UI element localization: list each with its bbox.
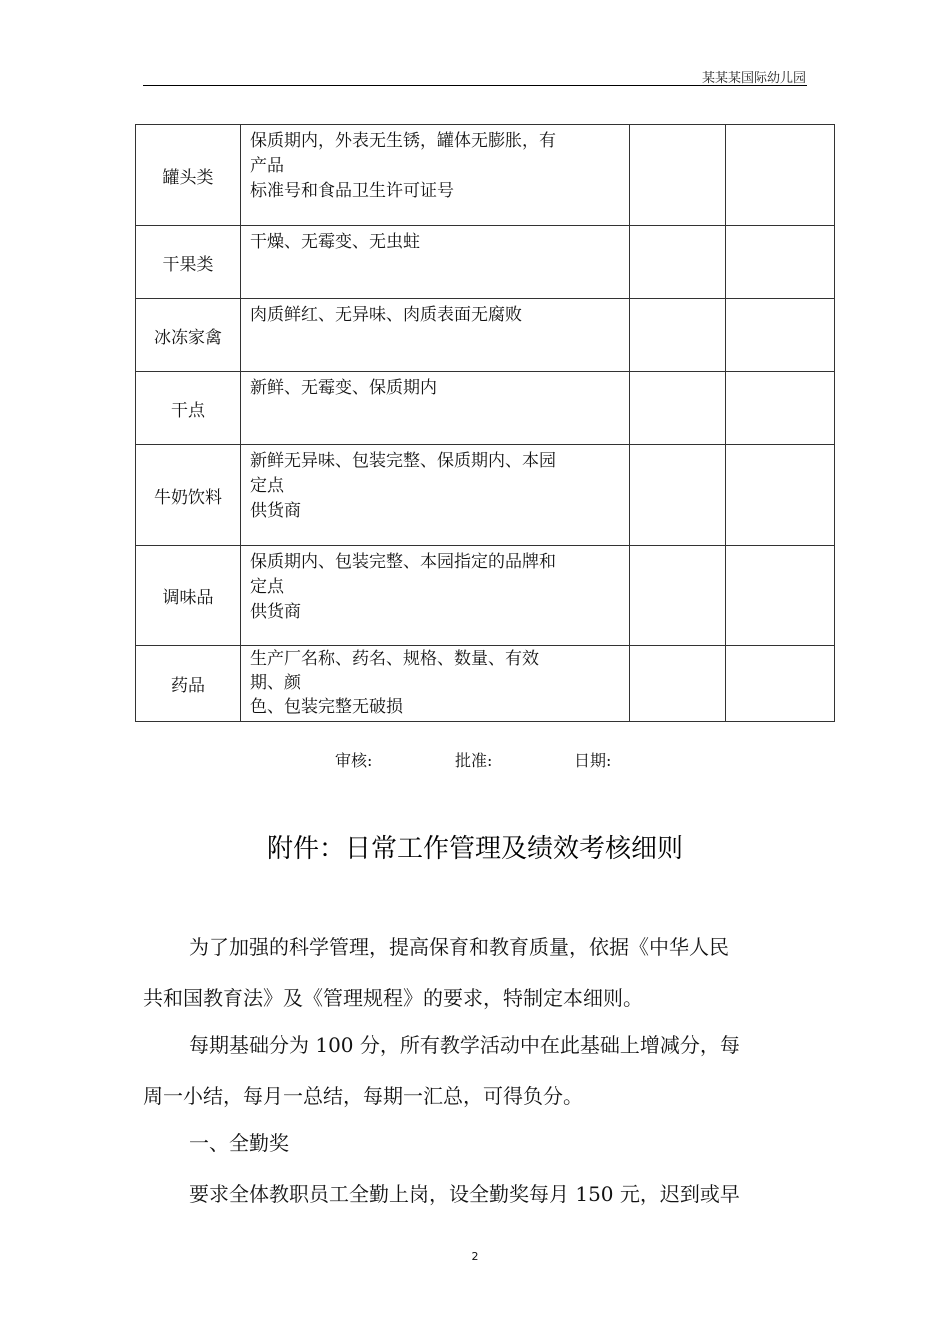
requirement-line: 色、包装完整无破损	[250, 697, 403, 717]
row-category: 干果类	[136, 226, 241, 299]
date-label: 日期:	[574, 751, 612, 770]
blank-cell	[630, 546, 726, 646]
requirement-line: 新鲜、无霉变、保质期内	[250, 378, 437, 398]
requirement-line: 生产厂名称、药名、规格、数量、有效	[250, 649, 539, 669]
blank-cell	[726, 125, 835, 226]
paragraph-attendance	[143, 1169, 807, 1220]
table-row	[136, 299, 835, 372]
requirement-line: 产品	[250, 156, 284, 176]
paragraph-line: 一、全勤奖	[189, 1131, 289, 1155]
requirement-line: 标准号和食品卫生许可证号	[250, 181, 454, 201]
blank-cell	[726, 372, 835, 445]
row-category: 药品	[136, 646, 241, 722]
blank-cell	[630, 299, 726, 372]
blank-cell	[630, 125, 726, 226]
row-category: 罐头类	[136, 125, 241, 226]
row-requirement	[241, 226, 630, 299]
header-org-name: 某某某国际幼儿园	[701, 71, 806, 86]
blank-cell	[630, 646, 726, 722]
review-label: 审核:	[335, 751, 373, 770]
table-row	[136, 226, 835, 299]
paragraph-line: 共和国教育法》及《管理规程》的要求，特制定本细则。	[143, 986, 643, 1010]
paragraph-line: 周一小结，每月一总结，每期一汇总，可得负分。	[143, 1084, 583, 1108]
row-category: 调味品	[136, 546, 241, 646]
page-number: 2	[471, 1250, 479, 1263]
paragraph-line: 每期基础分为 100 分，所有教学活动中在此基础上增减分，每	[189, 1033, 740, 1057]
requirement-line: 供货商	[250, 602, 301, 622]
header-divider	[143, 85, 807, 86]
blank-cell	[630, 372, 726, 445]
blank-cell	[726, 299, 835, 372]
blank-cell	[726, 226, 835, 299]
blank-cell	[726, 646, 835, 722]
table-row	[136, 445, 835, 546]
requirement-line: 供货商	[250, 501, 301, 521]
row-category: 冰冻家禽	[136, 299, 241, 372]
paragraph-base-score	[143, 1020, 807, 1122]
section-heading-attendance	[143, 1118, 807, 1169]
requirement-line: 定点	[250, 577, 284, 597]
approve-label: 批准:	[455, 751, 493, 770]
paragraph-line: 要求全体教职员工全勤上岗，设全勤奖每月 150 元，迟到或早	[189, 1182, 740, 1206]
requirement-line: 肉质鲜红、无异味、肉质表面无腐败	[250, 305, 522, 325]
row-category: 牛奶饮料	[136, 445, 241, 546]
blank-cell	[726, 546, 835, 646]
table-row	[136, 372, 835, 445]
row-requirement	[241, 646, 630, 722]
blank-cell	[630, 226, 726, 299]
inspection-table	[135, 124, 835, 722]
table-row	[136, 125, 835, 226]
table-row	[136, 546, 835, 646]
row-requirement	[241, 445, 630, 546]
table-row	[136, 646, 835, 722]
requirement-line: 定点	[250, 476, 284, 496]
row-requirement	[241, 546, 630, 646]
row-requirement	[241, 372, 630, 445]
paragraph-intro	[143, 922, 807, 1024]
requirement-line: 保质期内，外表无生锈，罐体无膨胀，有	[250, 131, 556, 151]
row-requirement	[241, 125, 630, 226]
blank-cell	[726, 445, 835, 546]
requirement-line: 期、颜	[250, 673, 301, 693]
requirement-line: 保质期内、包装完整、本园指定的品牌和	[250, 552, 556, 572]
row-requirement	[241, 299, 630, 372]
blank-cell	[630, 445, 726, 546]
requirement-line: 干燥、无霉变、无虫蛀	[250, 232, 420, 252]
row-category: 干点	[136, 372, 241, 445]
requirement-line: 新鲜无异味、包装完整、保质期内、本园	[250, 451, 556, 471]
paragraph-line: 为了加强的科学管理，提高保育和教育质量，依据《中华人民	[189, 935, 729, 959]
document-title: 附件：日常工作管理及绩效考核细则	[266, 834, 683, 864]
